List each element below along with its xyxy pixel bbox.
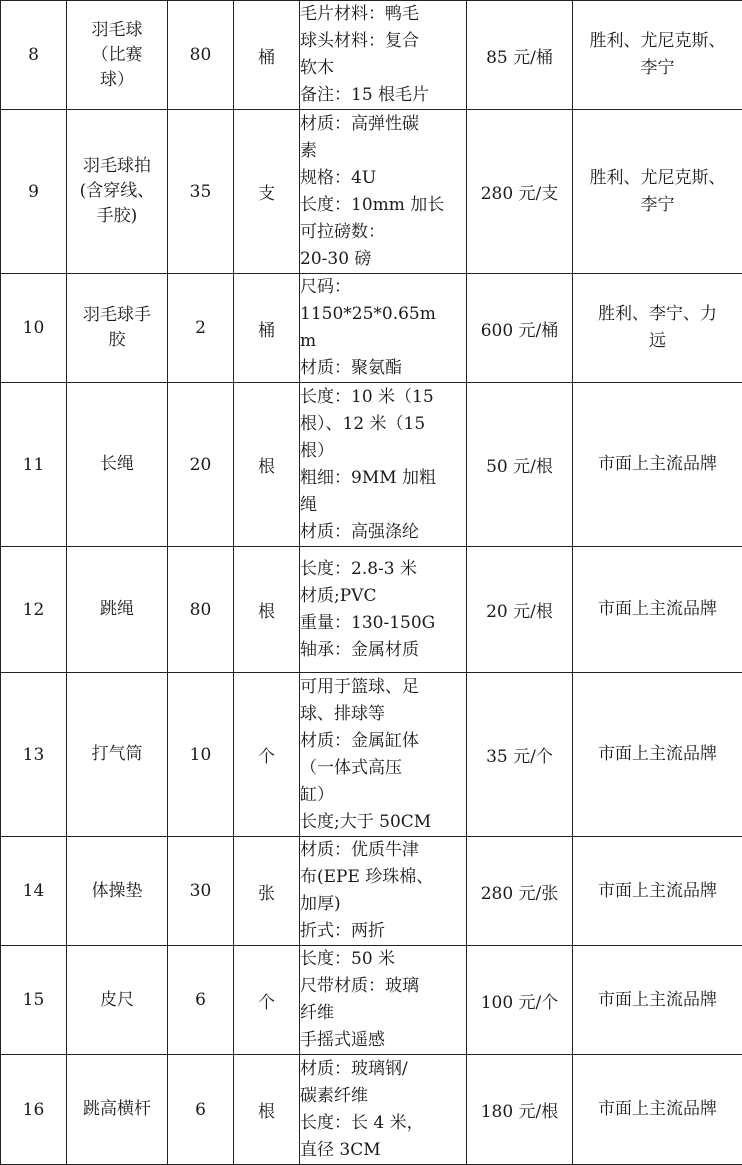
cell-line: 1150*25*0.65m [300,301,466,328]
table-body [1,1,742,1165]
cell-line: 皮尺 [67,988,167,1013]
cell-line: 李宁 [573,192,742,219]
cell-price: 50 元/根 [467,383,573,547]
cell-specifications [300,547,467,673]
cell-quantity: 6 [168,1055,234,1165]
cell-line: 市面上主流品牌 [573,1096,742,1123]
cell-line: 市面上主流品牌 [573,987,742,1014]
cell-line: 羽毛球 [67,18,167,43]
cell-price: 280 元/支 [467,110,573,274]
cell-line: 打气筒 [67,742,167,767]
cell-specifications [300,110,467,274]
cell-line: 可用于篮球、足 [300,674,466,701]
cell-specifications [300,274,467,383]
cell-line: 直径 3CM [300,1137,466,1164]
cell-line: 手胶) [67,204,167,229]
cell-line: 球） [67,68,167,93]
cell-line: 市面上主流品牌 [573,878,742,905]
cell-brands [573,383,742,547]
cell-line: 远 [573,328,742,355]
cell-line: 胶 [67,328,167,353]
table-row [1,673,742,837]
cell-line: 李宁 [573,55,742,82]
cell-line: 材质：优质牛津 [300,837,466,864]
cell-line: 缸） [300,782,466,809]
cell-line: 材质：高强涤纶 [300,519,466,546]
cell-price: 180 元/根 [467,1055,573,1165]
cell-line: 长度;大于 50CM [300,809,466,836]
cell-quantity: 80 [168,1,234,110]
cell-item-name [67,946,168,1055]
cell-line: 长度：10 米（15 [300,384,466,411]
cell-line: 纤维 [300,1000,466,1027]
cell-line: m [300,328,466,355]
cell-brands [573,1055,742,1165]
cell-line: 长度：2.8-3 米 [300,556,466,583]
cell-unit: 桶 [234,274,300,383]
cell-quantity: 20 [168,383,234,547]
cell-line: 布(EPE 珍珠棉、 [300,864,466,891]
cell-line: 手摇式遥感 [300,1027,466,1054]
cell-unit: 个 [234,946,300,1055]
cell-line: 尺码： [300,274,466,301]
cell-item-number: 10 [1,274,67,383]
cell-line: 根）、12 米（15 [300,411,466,438]
cell-line: 胜利、尤尼克斯、 [573,28,742,55]
cell-line: 根） [300,438,466,465]
cell-quantity: 10 [168,673,234,837]
cell-line: 尺带材质：玻璃 [300,973,466,1000]
cell-line: 加厚) [300,891,466,918]
cell-line: （比赛 [67,43,167,68]
cell-item-number: 11 [1,383,67,547]
table-row [1,946,742,1055]
cell-brands [573,110,742,274]
cell-quantity: 6 [168,946,234,1055]
table-row [1,1055,742,1165]
cell-item-number: 14 [1,837,67,946]
cell-quantity: 35 [168,110,234,274]
cell-item-name [67,837,168,946]
table-row [1,383,742,547]
table-row [1,547,742,673]
cell-item-name [67,1,168,110]
cell-line: 市面上主流品牌 [573,596,742,623]
cell-price: 20 元/根 [467,547,573,673]
cell-line: 材质：金属缸体 [300,728,466,755]
cell-line: 长度：长 4 米， [300,1110,466,1137]
cell-price: 35 元/个 [467,673,573,837]
cell-line: 长度：50 米 [300,946,466,973]
cell-line: （一体式高压 [300,755,466,782]
cell-line: 羽毛球拍 [67,154,167,179]
cell-line: 轴承：金属材质 [300,637,466,664]
cell-unit: 张 [234,837,300,946]
cell-unit: 支 [234,110,300,274]
cell-unit: 根 [234,547,300,673]
cell-line: 规格：4U [300,165,466,192]
cell-line: 可拉磅数： [300,219,466,246]
table-row [1,837,742,946]
cell-line: 折式：两折 [300,918,466,945]
cell-specifications [300,946,467,1055]
cell-line: (含穿线、 [67,179,167,204]
cell-specifications [300,837,467,946]
cell-item-name [67,383,168,547]
cell-item-number: 9 [1,110,67,274]
cell-brands [573,946,742,1055]
cell-item-number: 13 [1,673,67,837]
table-row [1,274,742,383]
cell-line: 软木 [300,55,466,82]
cell-line: 市面上主流品牌 [573,451,742,478]
cell-quantity: 30 [168,837,234,946]
cell-item-number: 12 [1,547,67,673]
cell-item-number: 16 [1,1055,67,1165]
cell-brands [573,547,742,673]
cell-specifications [300,383,467,547]
cell-brands [573,274,742,383]
cell-line: 跳绳 [67,597,167,622]
cell-item-number: 15 [1,946,67,1055]
cell-price: 100 元/个 [467,946,573,1055]
cell-line: 长度：10mm 加长 [300,192,466,219]
cell-line: 材质;PVC [300,583,466,610]
cell-price: 280 元/张 [467,837,573,946]
cell-line: 20-30 磅 [300,246,466,273]
cell-line: 体操垫 [67,879,167,904]
cell-unit: 根 [234,383,300,547]
cell-specifications [300,1,467,110]
cell-line: 材质：高弹性碳 [300,111,466,138]
cell-brands [573,1,742,110]
cell-brands [573,837,742,946]
cell-line: 羽毛球手 [67,303,167,328]
cell-unit: 桶 [234,1,300,110]
cell-price: 600 元/桶 [467,274,573,383]
cell-item-name [67,547,168,673]
table-row [1,1,742,110]
cell-line: 毛片材料：鸭毛 [300,1,466,28]
cell-line: 绳 [300,492,466,519]
cell-item-name [67,673,168,837]
cell-item-name [67,1055,168,1165]
cell-item-number: 8 [1,1,67,110]
cell-line: 粗细：9MM 加粗 [300,465,466,492]
cell-price: 85 元/桶 [467,1,573,110]
cell-item-name [67,274,168,383]
cell-line: 胜利、尤尼克斯、 [573,165,742,192]
cell-unit: 个 [234,673,300,837]
cell-quantity: 80 [168,547,234,673]
cell-line: 碳素纤维 [300,1083,466,1110]
cell-line: 重量：130-150G [300,610,466,637]
cell-line: 球、排球等 [300,701,466,728]
table-row [1,110,742,274]
cell-brands [573,673,742,837]
cell-specifications [300,1055,467,1165]
cell-line: 市面上主流品牌 [573,741,742,768]
cell-item-name [67,110,168,274]
cell-line: 素 [300,138,466,165]
cell-line: 备注：15 根毛片 [300,82,466,109]
cell-specifications [300,673,467,837]
cell-line: 胜利、李宁、力 [573,301,742,328]
cell-line: 跳高横杆 [67,1097,167,1122]
cell-line: 材质：玻璃钢/ [300,1056,466,1083]
cell-line: 球头材料：复合 [300,28,466,55]
cell-unit: 根 [234,1055,300,1165]
cell-line: 材质：聚氨酯 [300,355,466,382]
cell-line: 长绳 [67,452,167,477]
cell-quantity: 2 [168,274,234,383]
